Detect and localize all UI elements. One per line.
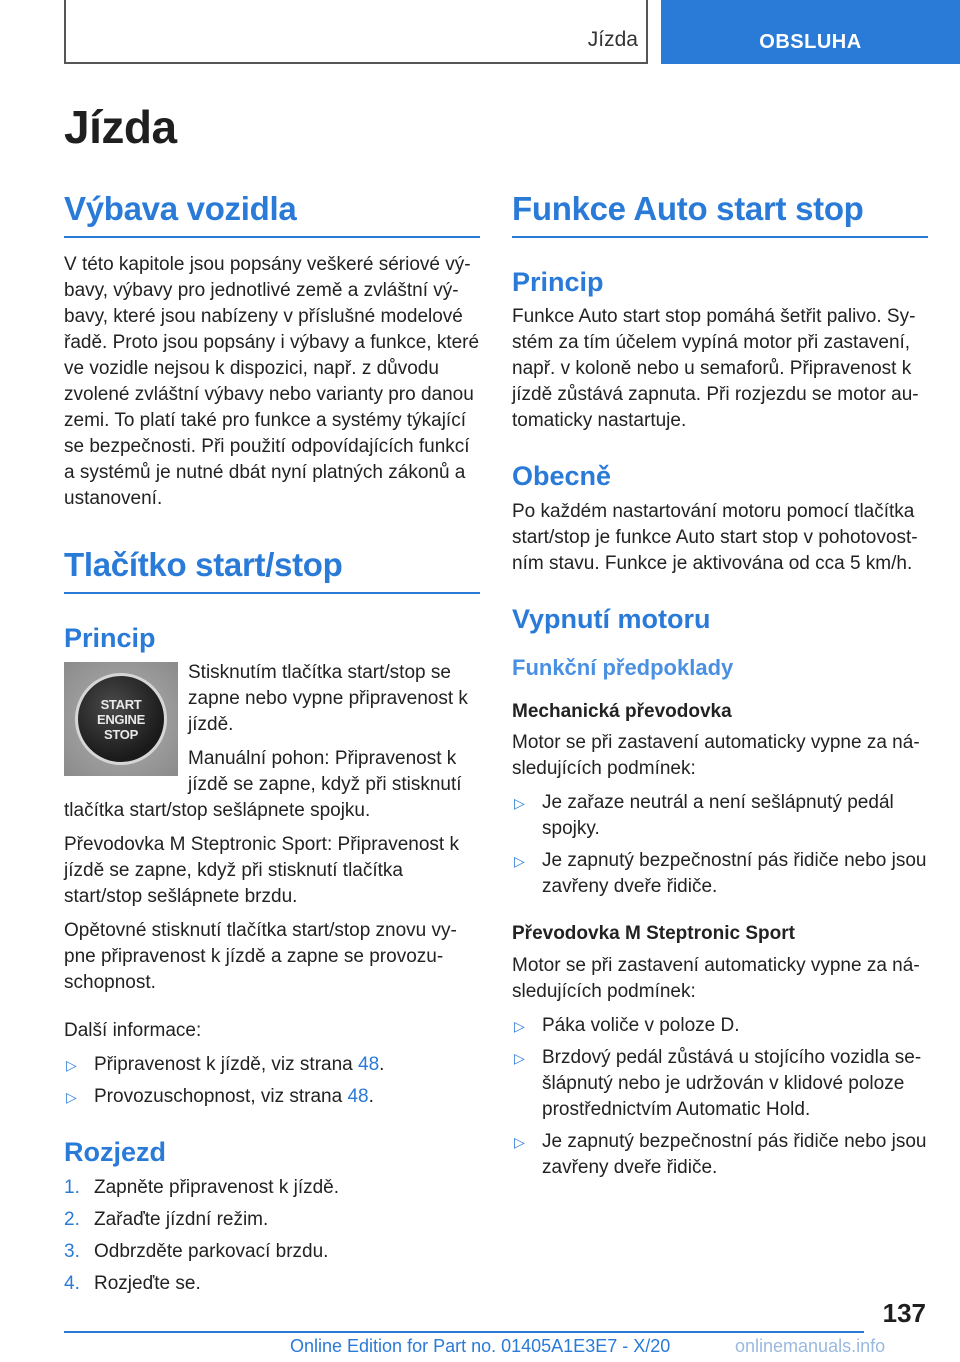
right-column [512,190,928,1189]
obecne-text: Po každém nastartování motoru pomocí tlačítka start/stop je funkce Auto start stop v pohotovostním stavu. Funkce je aktivována od cca 5 km/h. [512,500,918,574]
heading-predpoklady: Funkční předpoklady [512,655,734,681]
tlacitko-p1: Stisknutím tlačítka start/stop se zapne nebo vypne připravenost k jízdě. [188,662,468,736]
list-item: ▷ Je zapnutý bezpečnostní pás řidiče nebo jsou zavřeny dveře řidiče. [514,1130,927,1178]
footer-edition: Online Edition for Part no. 01405A1E3E7 - X/20 [290,1336,671,1356]
list-item: ▷ Páka voliče v poloze D. [512,1013,928,1039]
start-engine-stop-button-icon [75,673,167,765]
header-section: Jízda [587,28,638,51]
header-frame [64,0,648,64]
list-item: ▷ Připravenost k jízdě, viz strana 48. [64,1052,480,1078]
heading-princip-auto: Princip [512,266,604,297]
triangle-right-icon: ▷ [66,1089,77,1106]
list-item: ▷ Provozuschopnost, viz strana 48. [64,1084,480,1110]
list-item: ▷ Je zapnutý bezpečnostní pás řidiče nebo jsou zavřeny dveře řidiče. [514,850,927,898]
triangle-right-icon: ▷ [514,853,525,870]
princip-text: Funkce Auto start stop pomáhá šetřit palivo. Systém za tím účelem vypíná motor při zastavení, např. v koloně nebo u semaforů. Připravenost k jízdě zůstává zapnuta. Při rozjezdu se motor automaticky nastartuje. [512,306,919,432]
heading-princip-tlacitko: Princip [64,622,156,653]
heading-steptronic: Převodovka M Steptronic Sport [512,923,795,945]
heading-tlacitko: Tlačítko start/stop [64,546,480,594]
list-item: ▷ Brzdový pedál zůstává u stojícího vozidla sešlápnutý nebo je udržován v klidové poloze prostřednictvím Automatic Hold. [514,1046,922,1120]
tlacitko-p3: Převodovka M Steptronic Sport: Připravenost k jízdě se zapne, když při stisknutí tlačítka start/stop sešlápnete brzdu. [64,834,459,908]
footer-divider [64,1331,864,1333]
button-label-stop: STOP [104,726,138,742]
list-item: ▷ Je zařaze neutrál a není sešlápnutý pedál spojky. [514,792,894,840]
heading-vybava: Výbava vozidla [64,190,480,238]
page-link-48[interactable]: 48 [358,1054,380,1076]
more-info-list [64,1052,480,1110]
tlacitko-p2: Manuální pohon: Připravenost k jízdě se zapne, když při stisknutí tlačítka start/stop sešlápnete spojku. [64,748,462,822]
triangle-right-icon: ▷ [66,1057,77,1074]
heading-auto-start-stop: Funkce Auto start stop [512,190,928,238]
heading-mechanicka: Mechanická převodovka [512,700,732,722]
mechanicka-conditions [512,790,928,900]
button-label-start: START [100,696,142,712]
triangle-right-icon: ▷ [514,1133,525,1150]
list-item: 4. Rozjeďte se. [64,1272,201,1294]
triangle-right-icon: ▷ [514,795,525,812]
tlacitko-p4: Opětovné stisknutí tlačítka start/stop znovu vypne připravenost k jízdě a zapne se provozuschopnost. [64,920,457,994]
start-stop-button-image [64,662,178,776]
rozjezd-steps [64,1175,480,1297]
list-item: 1. Zapněte připravenost k jízdě. [64,1176,340,1198]
heading-vypnuti: Vypnutí motoru [512,603,711,634]
header-tab-obsluha[interactable]: OBSLUHA [661,0,960,64]
heading-obecne: Obecně [512,461,612,492]
page-number: 137 [882,1298,926,1328]
mechanicka-intro: Motor se při zastavení automaticky vypne za následujících podmínek: [512,732,920,780]
triangle-right-icon: ▷ [514,1049,525,1066]
vybava-text: V této kapitole jsou popsány veškeré sériové výbavy, výbavy pro jednotlivé země a zvláštní výbavy, které jsou nabízeny v příslušné modelové řadě. Proto jsou popsány i výbavy a funkce, které ve vozidle nejsou k dispozici, např. z důvodu zvolené zvláštní výbavy nebo varianty pro danou zemi. To platí také pro funkce a systémy týkající se bezpečnosti. Při použití odpovídajících funkcí a systémů je nutné dbát nyní platných zákonů a ustanovení. [64,253,480,509]
heading-rozjezd: Rozjezd [64,1137,167,1168]
left-column [64,190,480,1305]
footer-watermark[interactable]: onlinemanuals.info [735,1336,886,1356]
steptronic-conditions [512,1013,928,1181]
page-title: Jízda [64,101,177,153]
triangle-right-icon: ▷ [514,1017,525,1034]
page-link-48[interactable]: 48 [347,1086,369,1108]
steptronic-intro: Motor se při zastavení automaticky vypne za následujících podmínek: [512,954,920,1002]
list-item: 2. Zařaďte jízdní režim. [64,1208,269,1230]
button-label-engine: ENGINE [96,711,146,727]
list-item: 3. Odbrzděte parkovací brzdu. [64,1240,329,1262]
more-info-label: Další informace: [64,1020,202,1042]
